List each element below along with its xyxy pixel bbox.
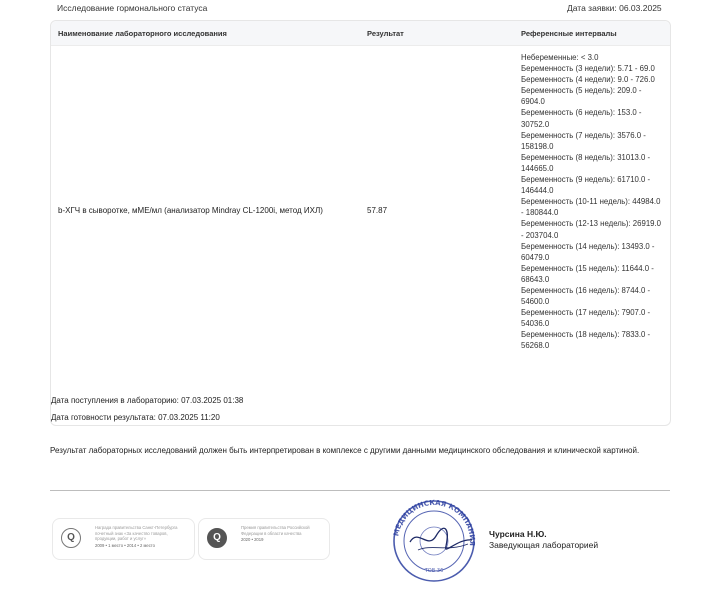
quality-q-icon: Q bbox=[61, 528, 81, 548]
signer-name: Чурсина Н.Ю. bbox=[489, 529, 547, 539]
award-badge-text bbox=[95, 525, 187, 548]
award-badge-rf bbox=[198, 518, 330, 560]
award-badge-years: 2009 • 1 место • 2014 • 2 место bbox=[95, 542, 155, 548]
reference-interval-item: Беременность (12-13 недель): 26919.0 - 203704.0 bbox=[521, 219, 661, 240]
results-table bbox=[50, 20, 671, 426]
received-date: Дата поступления в лабораторию: 07.03.2025 01:38 bbox=[51, 396, 244, 405]
stamp-arc-text: МЕДИЦИНСКАЯ КОМПАНИЯ bbox=[392, 498, 477, 547]
award-badge-description: Награда правительства Санкт-Петербурга почетный знак «За качество товаров, продукции, работ и услуг» bbox=[95, 525, 178, 541]
test-name: b-ХГЧ в сыворотке, мМЕ/мл (анализатор Mindray CL-1200i, метод ИХЛ) bbox=[58, 206, 323, 215]
test-result-value: 57.87 bbox=[367, 206, 388, 215]
reference-interval-item: Беременность (17 недель): 7907.0 - 54036.0 bbox=[521, 308, 651, 329]
company-stamp-icon bbox=[388, 498, 480, 584]
column-header-reference: Референсные интервалы bbox=[521, 29, 617, 38]
column-header-result: Результат bbox=[367, 29, 404, 38]
reference-interval-item: Беременность (4 недели): 9.0 - 726.0 bbox=[521, 75, 655, 85]
reference-interval-item: Беременность (10-11 недель): 44984.0 - 180844.0 bbox=[521, 197, 661, 218]
award-badge-description: Премия правительства Российской Федерации в области качества bbox=[241, 525, 310, 536]
reference-interval-item: Беременность (3 недели): 5.71 - 69.0 bbox=[521, 64, 655, 74]
award-badge-spb bbox=[52, 518, 195, 560]
reference-interval-item: Беременность (7 недель): 3576.0 - 158198.0 bbox=[521, 130, 646, 151]
reference-intervals bbox=[521, 52, 665, 352]
ready-date: Дата готовности результата: 07.03.2025 11:20 bbox=[51, 413, 220, 422]
award-badge-years: 2020 • 2019 bbox=[241, 537, 264, 542]
reference-interval-item: Беременность (9 недель): 61710.0 - 146444.0 bbox=[521, 175, 651, 196]
reference-interval-item: Беременность (16 недель): 8744.0 - 54600.0 bbox=[521, 285, 651, 307]
reference-interval-item: Беременность (6 недель): 153.0 - 30752.0 bbox=[521, 108, 642, 129]
reference-interval-item: Беременность (8 недель): 31013.0 - 144665.0 bbox=[521, 152, 651, 173]
footer-divider bbox=[50, 490, 670, 491]
reference-interval-item: Небеременные: < 3.0 bbox=[521, 53, 599, 62]
signer-role: Заведующая лабораторией bbox=[489, 540, 599, 550]
disclaimer-text: Результат лабораторных исследований должен быть интерпретирован в комплексе с другими данными медицинского обследования и клинической картиной. bbox=[50, 446, 640, 455]
document-title: Исследование гормонального статуса bbox=[57, 3, 208, 13]
stamp-code-text: ТОВ-36 bbox=[424, 568, 444, 574]
signature-underline bbox=[418, 544, 468, 550]
reference-interval-item: Беременность (18 недель): 7833.0 - 56268.0 bbox=[521, 330, 651, 351]
order-date: Дата заявки: 06.03.2025 bbox=[567, 3, 662, 13]
award-badge-text bbox=[241, 525, 325, 543]
reference-interval-item: Беременность (15 недель): 11644.0 - 68643.0 bbox=[521, 263, 654, 284]
column-header-test-name: Наименование лабораторного исследования bbox=[58, 29, 227, 38]
reference-interval-item: Беременность (14 недель): 13493.0 - 60479.0 bbox=[521, 241, 655, 262]
table-header bbox=[51, 21, 670, 46]
quality-q-icon: Q bbox=[207, 528, 227, 548]
reference-interval-item: Беременность (5 недель): 209.0 - 6904.0 bbox=[521, 86, 642, 107]
